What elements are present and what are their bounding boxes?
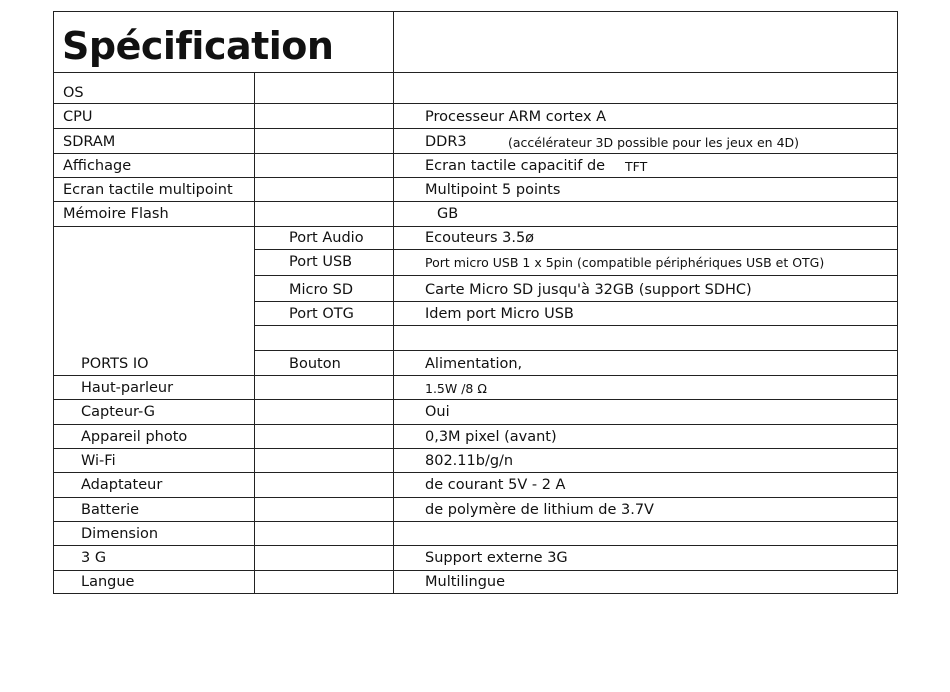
spec-label: Appareil photo <box>81 429 188 445</box>
row-rule <box>53 201 898 202</box>
table-border-bottom <box>53 593 898 594</box>
row-rule <box>53 399 898 400</box>
table-border-top <box>53 11 898 12</box>
spec-label: Wi-Fi <box>81 453 116 469</box>
row-rule <box>53 375 898 376</box>
spec-label: PORTS IO <box>81 356 149 372</box>
spec-value: Oui <box>425 404 450 420</box>
column-divider-value <box>393 11 394 594</box>
row-rule <box>53 153 898 154</box>
page-title: Spécification <box>62 24 334 68</box>
table-border-left <box>53 11 54 594</box>
spec-value: 1.5W /8 Ω <box>425 381 487 396</box>
row-rule <box>254 249 898 250</box>
spec-value: DDR3 <box>425 134 467 150</box>
spec-label: Capteur-G <box>81 404 156 420</box>
spec-value: de courant 5V - 2 A <box>425 477 566 493</box>
spec-value: Multipoint 5 points <box>425 182 561 198</box>
port-value: Idem port Micro USB <box>425 306 574 322</box>
row-rule <box>53 177 898 178</box>
row-rule <box>254 301 898 302</box>
port-label: Micro SD <box>289 282 354 298</box>
spec-label: Langue <box>81 574 135 590</box>
row-rule <box>53 72 898 73</box>
spec-value: 0,3M pixel (avant) <box>425 429 557 445</box>
row-rule <box>53 570 898 571</box>
row-rule <box>53 128 898 129</box>
spec-value: Support externe 3G <box>425 550 568 566</box>
row-rule <box>254 275 898 276</box>
spec-label: Adaptateur <box>81 477 163 493</box>
port-label: Port USB <box>289 254 353 270</box>
spec-value: 802.11b/g/n <box>425 453 514 469</box>
spec-label: CPU <box>63 109 93 125</box>
port-value: Alimentation, <box>425 356 523 372</box>
row-rule <box>53 472 898 473</box>
spec-value: GB <box>437 206 459 222</box>
row-rule <box>53 226 898 227</box>
row-rule <box>53 545 898 546</box>
column-divider-sub <box>254 72 255 594</box>
spec-label: Haut-parleur <box>81 380 174 396</box>
spec-value: Multilingue <box>425 574 506 590</box>
spec-label: Mémoire Flash <box>63 206 169 222</box>
row-rule <box>254 325 898 326</box>
table-border-right <box>897 11 898 594</box>
row-rule <box>53 424 898 425</box>
spec-label: Affichage <box>63 158 132 174</box>
spec-value: Processeur ARM cortex A <box>425 109 607 125</box>
spec-label: Dimension <box>81 526 159 542</box>
row-rule <box>254 350 898 351</box>
spec-label: OS <box>63 85 84 101</box>
spec-value: Ecran tactile capacitif de <box>425 158 606 174</box>
spec-label: Batterie <box>81 502 140 518</box>
spec-note: TFT <box>625 159 648 174</box>
spec-note: (accélérateur 3D possible pour les jeux en 4D) <box>508 135 800 150</box>
row-rule <box>53 448 898 449</box>
port-value: Port micro USB 1 x 5pin (compatible périphériques USB et OTG) <box>425 255 825 270</box>
row-rule <box>53 497 898 498</box>
spec-label: Ecran tactile multipoint <box>63 182 233 198</box>
spec-value: de polymère de lithium de 3.7V <box>425 502 654 518</box>
port-value: Carte Micro SD jusqu'à 32GB (support SDHC) <box>425 282 752 298</box>
spec-label: 3 G <box>81 550 107 566</box>
port-label: Bouton <box>289 356 341 372</box>
port-label: Port OTG <box>289 306 354 322</box>
spec-label: SDRAM <box>63 134 116 150</box>
port-value: Ecouteurs 3.5ø <box>425 230 535 246</box>
row-rule <box>53 521 898 522</box>
row-rule <box>53 103 898 104</box>
port-label: Port Audio <box>289 230 364 246</box>
